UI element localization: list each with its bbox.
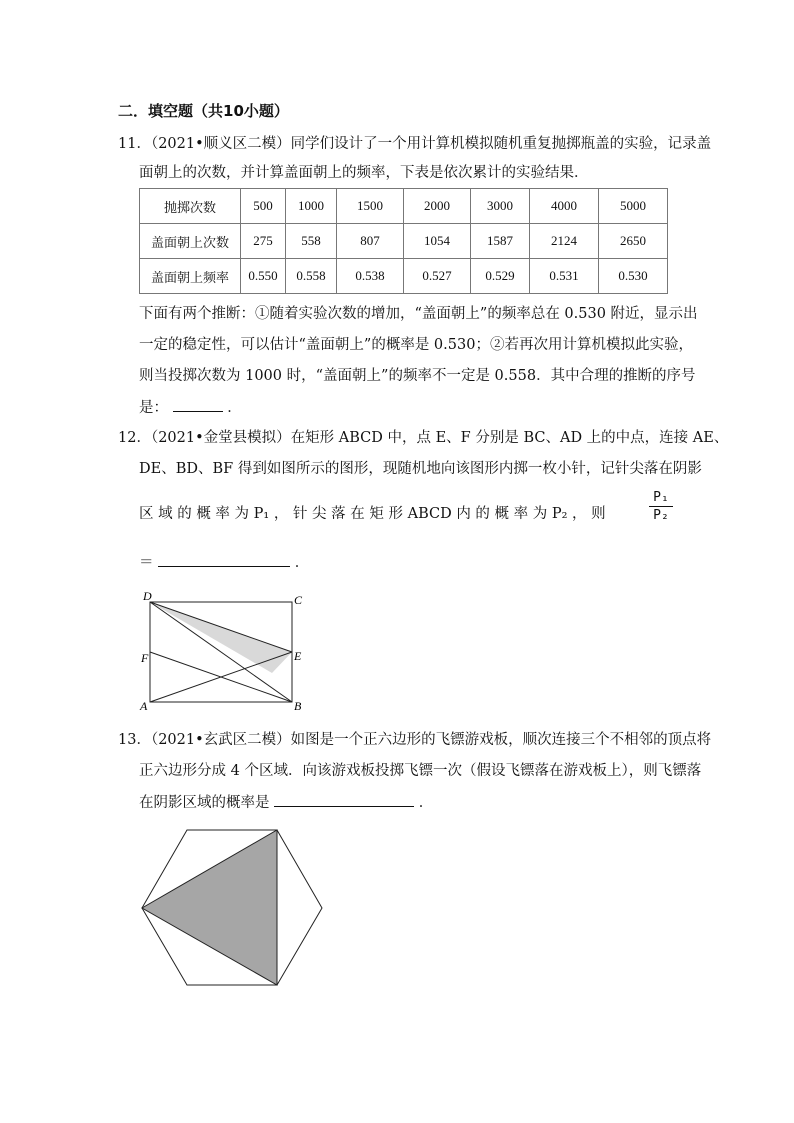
fraction-bar [649,506,673,507]
segment-de [150,602,292,652]
table-cell: 2124 [530,224,599,259]
q11-answer-prefix: 是： [139,400,168,416]
q11-line-2: 面朝上的次数，并计算盖面朝上的频率，下表是依次累计的实验结果． [139,165,589,181]
table-cell: 4000 [530,189,599,224]
q12-period: ． [294,555,310,571]
fraction-numerator: P₁ [653,490,669,505]
table-cell: 0.538 [337,259,404,294]
q12-fraction [649,490,673,523]
table-cell: 275 [241,224,286,259]
shaded-triangle [142,830,277,985]
table-cell: 3000 [471,189,530,224]
table-row-header: 抛掷次数 [140,189,241,224]
q11-line-5: 则当投掷次数为 1000 时，“盖面朝上”的频率不一定是 0.558．其中合理的推断的序号 [139,368,696,384]
table-cell: 1587 [471,224,530,259]
q11-line-3: 下面有两个推断：①随着实验次数的增加，“盖面朝上”的频率总在 0.530 附近，显示出 [139,306,698,322]
table-cell: 1000 [286,189,337,224]
table-cell: 0.558 [286,259,337,294]
label-b: B [294,699,302,713]
q11-answer-blank[interactable] [173,397,223,412]
q12-rectangle-figure [140,586,320,716]
q12-line-4 [139,552,309,573]
label-f: F [141,651,149,665]
q11-line-4: 一定的稳定性，可以估计“盖面朝上”的概率是 0.530；②若再次用计算机模拟此实验， [139,337,693,353]
fraction-denominator: P₂ [653,508,669,523]
q13-answer-blank[interactable] [274,792,414,807]
table-row [140,224,668,259]
table-cell: 0.531 [530,259,599,294]
q11-results-table [139,188,668,294]
label-c: C [294,593,303,607]
section-title: 二．填空题（共10小题） [118,102,289,120]
table-cell: 0.530 [599,259,668,294]
table-cell: 1054 [404,224,471,259]
q13-line-3 [139,792,433,813]
table-cell: 2000 [404,189,471,224]
table-row-header: 盖面朝上频率 [140,259,241,294]
table-cell: 5000 [599,189,668,224]
table-row-header: 盖面朝上次数 [140,224,241,259]
shaded-region [150,602,292,673]
table-cell: 1500 [337,189,404,224]
q12-line-3: 区 域 的 概 率 为 P₁ ， 针 尖 落 在 矩 形 ABCD 内 的 概 率 为 P₂ ， 则 [139,506,606,522]
q13-period: ． [418,795,434,811]
label-e: E [294,649,302,663]
table-cell: 0.527 [404,259,471,294]
label-d: D [143,589,152,603]
q11-line-6 [139,397,242,418]
table-cell: 807 [337,224,404,259]
q12-equals: ＝ [139,555,154,571]
table-cell: 500 [241,189,286,224]
table-cell: 0.529 [471,259,530,294]
table-cell: 0.550 [241,259,286,294]
q11-period: ． [227,400,242,416]
q12-line-1: 12．（2021•金堂县模拟）在矩形 ABCD 中，点 E、F 分别是 BC、AD 上的中点，连接 AE、 [118,430,729,446]
table-cell: 558 [286,224,337,259]
q11-line-1: 11．（2021•顺义区二模）同学们设计了一个用计算机模拟随机重复抛掷瓶盖的实验，记录盖 [118,136,712,152]
q12-line-2: DE、BD、BF 得到如图所示的图形，现随机地向该图形内掷一枚小针，记针尖落在阴影 [139,461,702,477]
table-row [140,259,668,294]
q13-line-1: 13．（2021•玄武区二模）如图是一个正六边形的飞镖游戏板，顺次连接三个不相邻的顶点将 [118,732,712,748]
table-cell: 2650 [599,224,668,259]
q13-line-3-text: 在阴影区域的概率是 [139,795,270,811]
q12-answer-blank[interactable] [158,552,290,567]
table-row [140,189,668,224]
q13-line-2: 正六边形分成 4 个区域．向该游戏板投掷飞镖一次（假设飞镖落在游戏板上），则飞镖落 [139,763,702,779]
label-a: A [140,699,148,713]
q13-hexagon-figure [140,828,325,988]
